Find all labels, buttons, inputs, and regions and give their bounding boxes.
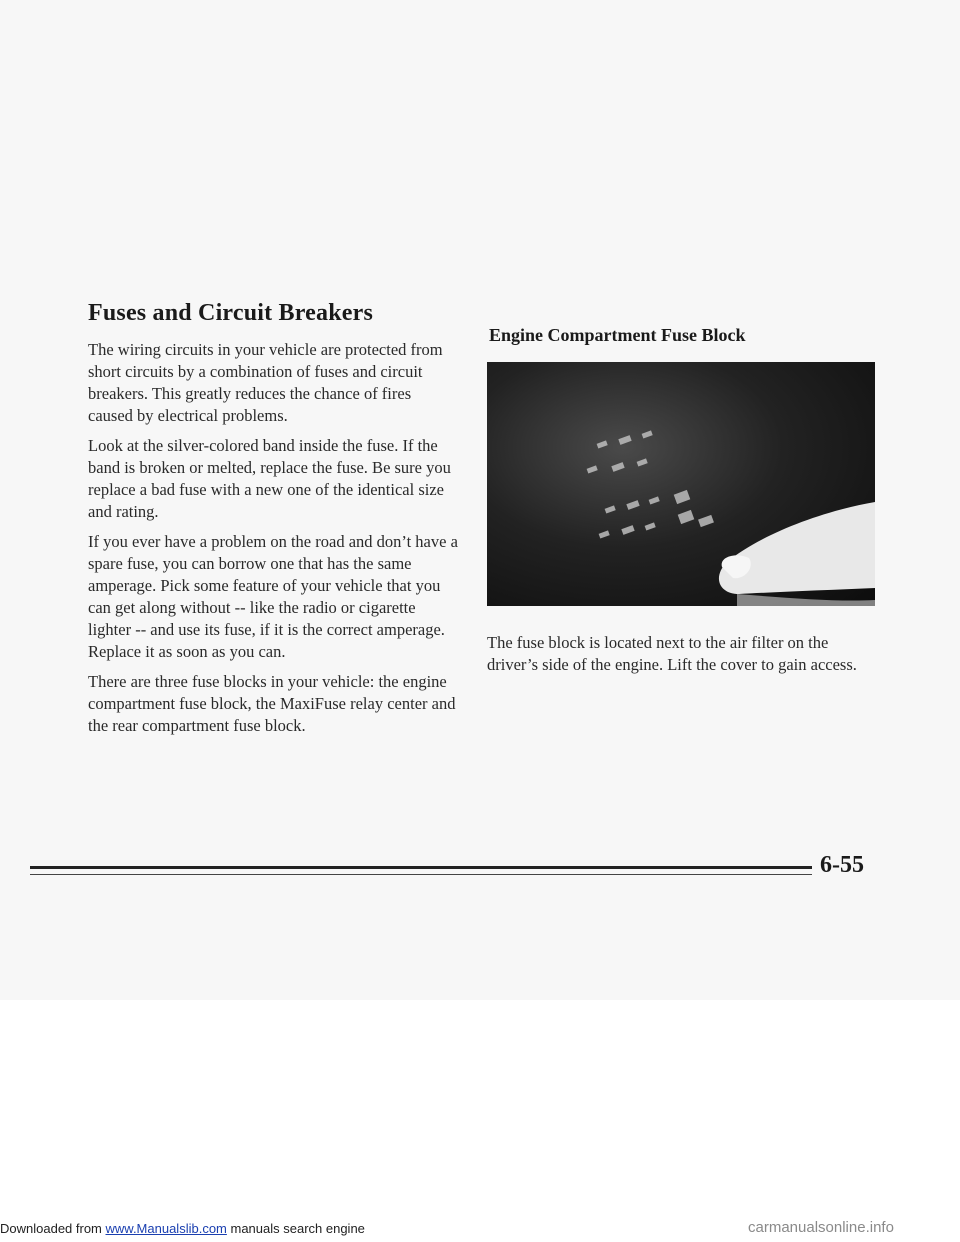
manualslib-link[interactable]: www.Manualslib.com [105, 1221, 227, 1236]
download-footer [0, 1221, 365, 1236]
fuse-block-illustration [487, 362, 875, 606]
paragraph-1: The wiring circuits in your vehicle are protected from short circuits by a combination of fuses and circuit breakers. This greatly reduces the chance of fires caused by electrical problems. [88, 340, 443, 425]
paragraph-4: There are three fuse blocks in your vehicle: the engine compartment fuse block, the MaxiFuse relay center and the rear compartment fuse block. [88, 672, 456, 735]
right-column [487, 325, 877, 676]
footer-prefix: Downloaded from [0, 1221, 106, 1236]
paragraph-3: If you ever have a problem on the road and don’t have a spare fuse, you can borrow one that has the same amperage. Pick some feature of your vehicle that you can get along without -- like the radio or cigarette lighter -- and use its fuse, if it is the correct amperage. Replace it as soon as you can. [88, 532, 458, 661]
watermark: carmanualsonline.info [748, 1219, 894, 1236]
paragraph-2: Look at the silver-colored band inside the fuse. If the band is broken or melted, replace the fuse. Be sure you replace a bad fuse with a new one of the identical size and rating. [88, 436, 451, 521]
footer-rule-thin [30, 874, 812, 875]
fuse-block-photo [487, 362, 875, 606]
photo-caption: The fuse block is located next to the air filter on the driver’s side of the engine. Lift the cover to gain access. [487, 633, 857, 674]
footer-suffix: manuals search engine [226, 1221, 365, 1236]
section-title: Fuses and Circuit Breakers [88, 300, 373, 326]
left-column [88, 300, 460, 745]
subsection-title: Engine Compartment Fuse Block [489, 325, 746, 345]
footer-rule [30, 866, 812, 869]
page-number: 6-55 [820, 852, 864, 878]
